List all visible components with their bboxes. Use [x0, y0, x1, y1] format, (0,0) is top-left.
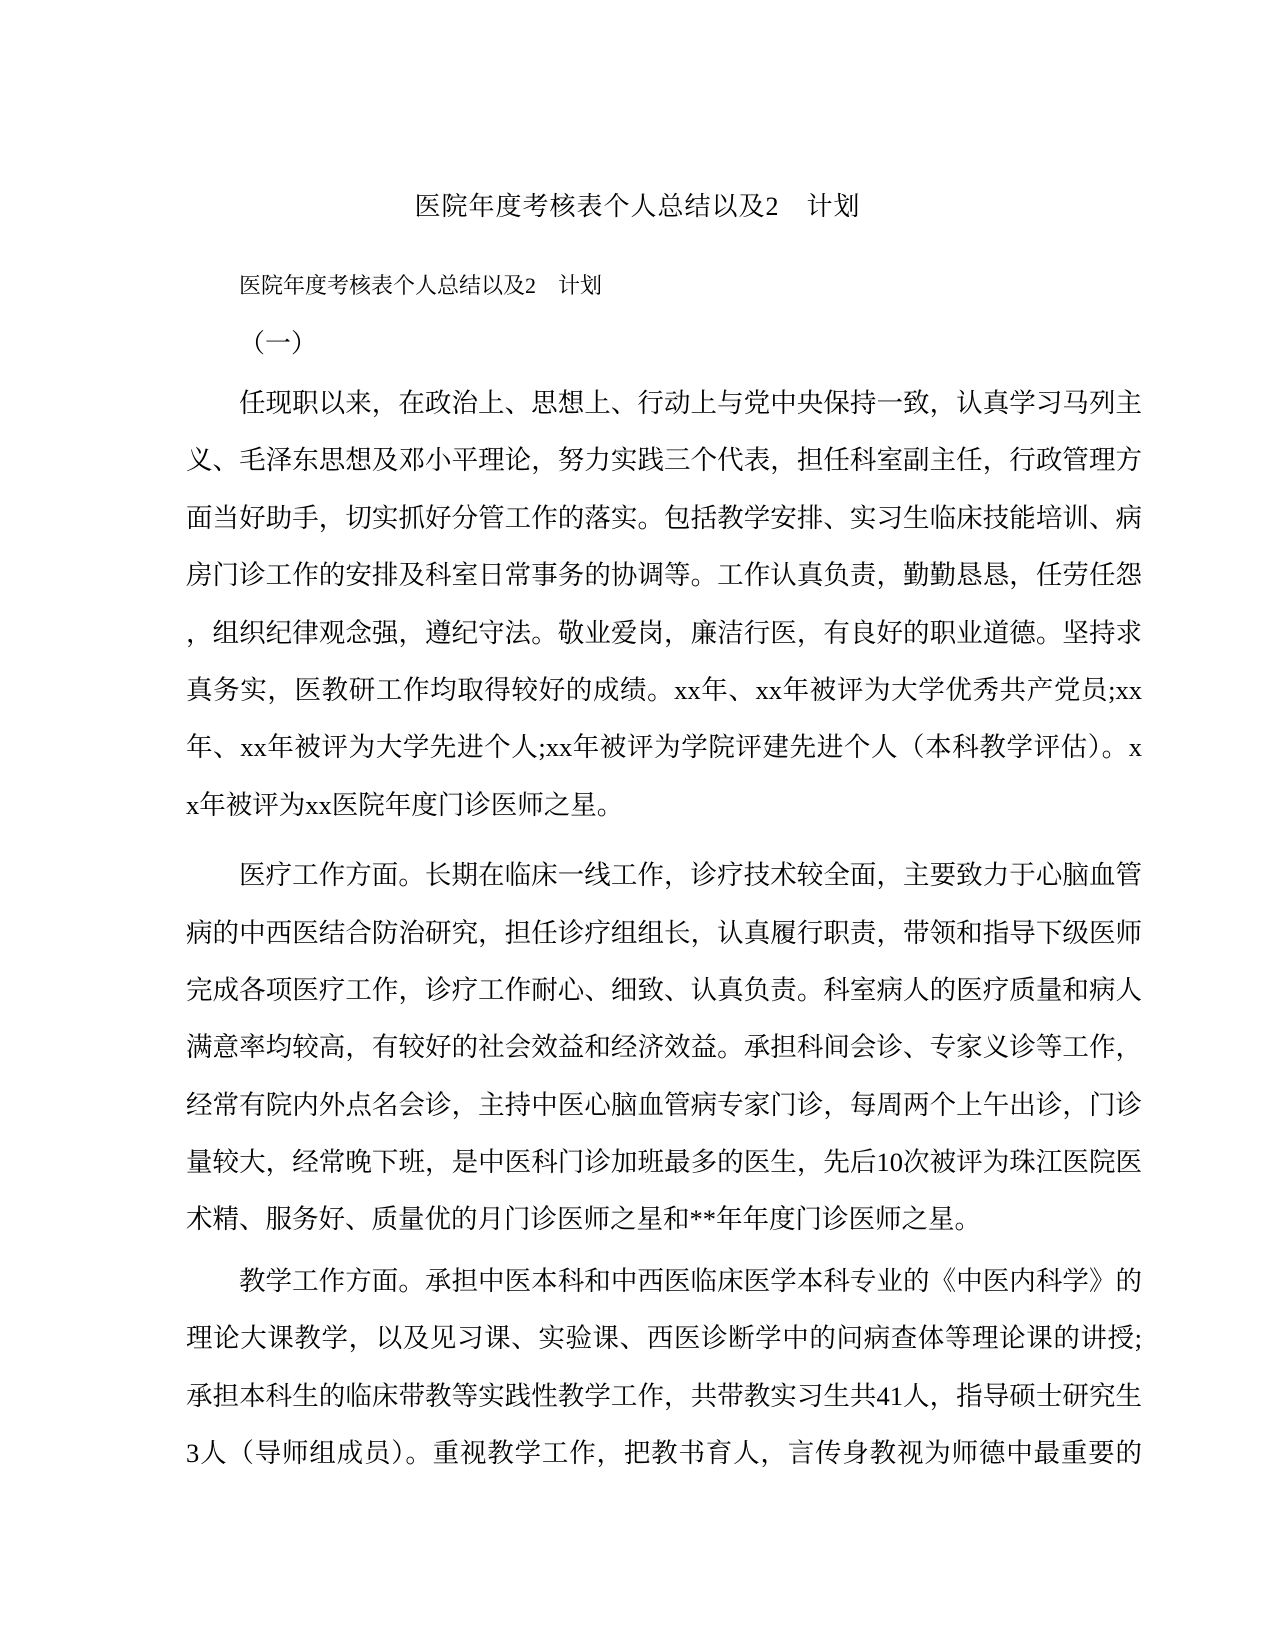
text-line: 完成各项医疗工作，诊疗工作耐心、细致、认真负责。科室病人的医疗质量和病人: [186, 974, 1142, 1005]
paragraph-1: [186, 375, 1142, 834]
text-line: 经常有院内外点名会诊，主持中医心脑血管病专家门诊，每周两个上午出诊，门诊: [186, 1089, 1142, 1120]
paragraph-2: [186, 847, 1142, 1249]
text-line: 房门诊工作的安排及科室日常事务的协调等。工作认真负责，勤勤恳恳，任劳任怨: [186, 560, 1142, 591]
text-line: x年被评为xx医院年度门诊医师之星。: [186, 789, 624, 820]
text-line: 年、xx年被评为大学先进个人;xx年被评为学院评建先进个人（本科教学评估）。x: [186, 732, 1142, 763]
text-line: 病的中西医结合防治研究，担任诊疗组组长，认真履行职责，带领和指导下级医师: [186, 917, 1142, 948]
paragraph-3: [186, 1253, 1142, 1483]
document-subtitle: 医院年度考核表个人总结以及2 计划: [239, 273, 603, 298]
text-line: 面当好助手，切实抓好分管工作的落实。包括教学安排、实习生临床技能培训、病: [186, 502, 1142, 533]
text-line: 医疗工作方面。长期在临床一线工作，诊疗技术较全面，主要致力于心脑血管: [239, 860, 1142, 891]
text-line: 真务实，医教研工作均取得较好的成绩。xx年、xx年被评为大学优秀共产党员;xx: [186, 674, 1142, 705]
text-line: ，组织纪律观念强，遵纪守法。敬业爱岗，廉洁行医，有良好的职业道德。坚持求: [186, 617, 1142, 648]
text-line: 满意率均较高，有较好的社会效益和经济效益。承担科间会诊、专家义诊等工作，: [186, 1032, 1142, 1063]
text-line: 理论大课教学，以及见习课、实验课、西医诊断学中的问病查体等理论课的讲授;: [186, 1323, 1142, 1354]
text-line: 义、毛泽东思想及邓小平理论，努力实践三个代表，担任科室副主任，行政管理方: [186, 445, 1142, 476]
section-marker: （一）: [239, 329, 318, 358]
document-title: 医院年度考核表个人总结以及2 计划: [414, 192, 861, 221]
text-line: 承担本科生的临床带教等实践性教学工作，共带教实习生共41人，指导硕士研究生: [186, 1380, 1142, 1411]
text-line: 教学工作方面。承担中医本科和中西医临床医学本科专业的《中医内科学》的: [239, 1265, 1142, 1296]
text-line: 术精、服务好、质量优的月门诊医师之星和**年年度门诊医师之星。: [186, 1204, 981, 1235]
text-line: 3人（导师组成员）。重视教学工作，把教书育人，言传身教视为师德中最重要的: [186, 1438, 1142, 1469]
text-line: 量较大，经常晚下班，是中医科门诊加班最多的医生，先后10次被评为珠江医院医: [186, 1147, 1142, 1178]
text-line: 任现职以来，在政治上、思想上、行动上与党中央保持一致，认真学习马列主: [239, 388, 1142, 418]
